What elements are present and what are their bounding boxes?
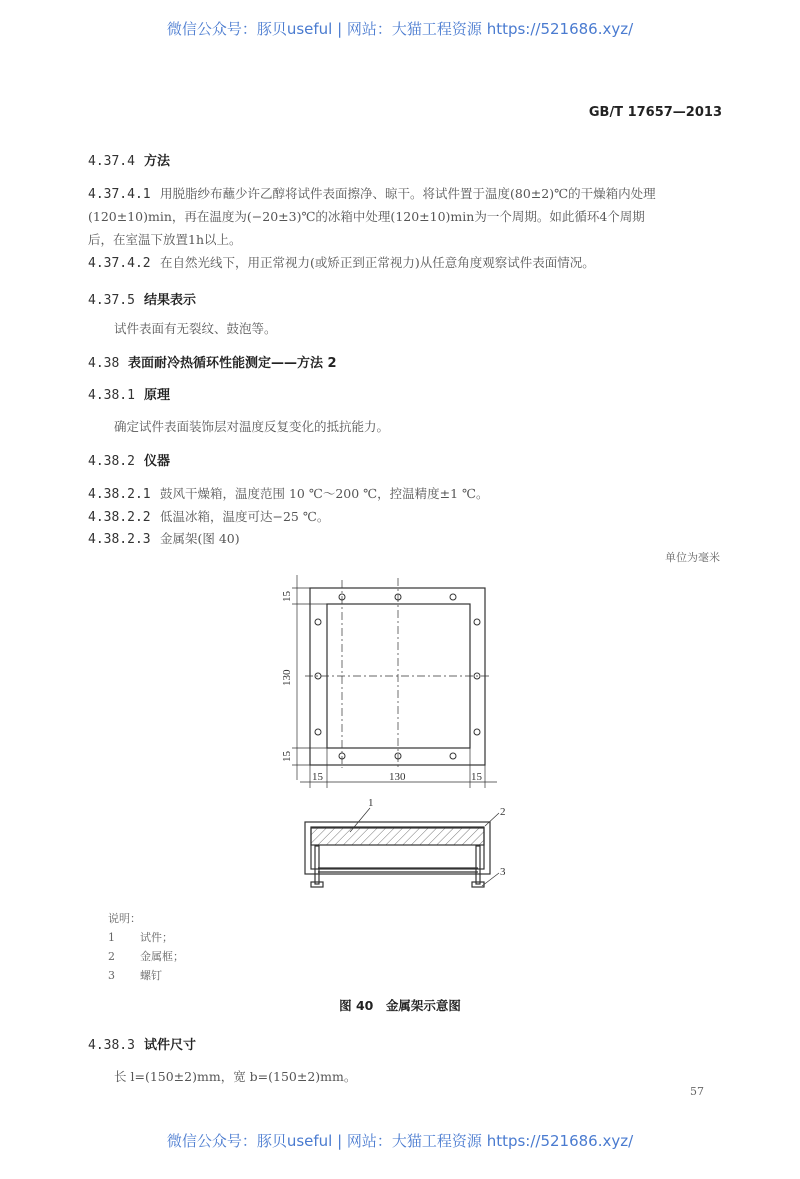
callout-1: 1 — [368, 797, 374, 809]
paragraph-text: 长 l=(150±2)mm，宽 b=(150±2)mm。 — [114, 1069, 357, 1084]
paragraph-text: 金属架(图 40) — [160, 531, 240, 546]
dim-label-130-horizontal: 130 — [389, 771, 406, 783]
paragraph-text: 鼓风干燥箱，温度范围 10 ℃～200 ℃，控温精度±1 ℃。 — [160, 486, 489, 501]
section-number: 4.37.4.2 — [88, 256, 151, 271]
paragraph-line: 后，在室温下放置1h以上。 — [88, 232, 242, 247]
section-number: 4.37.5 — [88, 293, 135, 308]
legend-text: 螺钉 — [140, 969, 162, 982]
section-number: 4.38.2.3 — [88, 532, 151, 547]
section-number: 4.38 — [88, 356, 120, 371]
page-number: 57 — [690, 1085, 704, 1098]
section-number: 4.38.2.2 — [88, 510, 151, 525]
watermark-bottom: 微信公众号：豚贝useful | 网站：大猫工程资源 https://521686.xyz/ — [166, 1132, 634, 1150]
heading-4-38-3 — [88, 1034, 196, 1053]
section-title: 表面耐冷热循环性能测定——方法 2 — [128, 356, 337, 371]
legend-number: 2 — [108, 950, 115, 963]
paragraph-line: 用脱脂纱布蘸少许乙醇将试件表面擦净、晾干。将试件置于温度(80±2)℃的干燥箱内处理 — [160, 186, 656, 201]
legend-title: 说明： — [108, 912, 141, 925]
figure-caption: 图 40 金属架示意图 — [339, 998, 461, 1013]
paragraph-line: (120±10)min，再在温度为(−20±3)℃的冰箱中处理(120±10)min为一个周期。如此循环4个周期 — [88, 209, 645, 224]
section-title: 试件尺寸 — [144, 1038, 197, 1053]
legend-number: 1 — [108, 931, 115, 944]
legend-item — [108, 967, 162, 983]
paragraph-text: 试件表面有无裂纹、鼓泡等。 — [114, 321, 277, 336]
section-number: 4.38.2 — [88, 454, 135, 469]
standard-number: GB/T 17657—2013 — [588, 105, 722, 120]
callout-3: 3 — [500, 866, 506, 878]
watermark-top: 微信公众号：豚贝useful | 网站：大猫工程资源 https://521686.xyz/ — [166, 20, 634, 38]
dim-label-130-vertical: 130 — [281, 669, 293, 686]
section-title: 原理 — [144, 388, 171, 403]
legend-item — [108, 929, 173, 945]
dim-label-15-left: 15 — [312, 771, 323, 783]
plan-view — [292, 575, 497, 788]
callout-2: 2 — [500, 806, 506, 818]
paragraph-text: 确定试件表面装饰层对温度反复变化的抵抗能力。 — [114, 419, 390, 434]
section-number: 4.38.3 — [88, 1038, 135, 1053]
section-view — [305, 808, 499, 887]
dim-label-15-top: 15 — [281, 591, 293, 602]
section-number: 4.37.4 — [88, 154, 135, 169]
section-number: 4.37.4.1 — [88, 187, 151, 202]
legend-item — [108, 948, 184, 964]
unit-note: 单位为毫米 — [665, 551, 720, 564]
paragraph-text: 在自然光线下，用正常视力(或矫正到正常视力)从任意角度观察试件表面情况。 — [160, 255, 595, 270]
legend-number: 3 — [108, 969, 115, 982]
dim-label-15-bottom: 15 — [281, 751, 293, 762]
section-number: 4.38.1 — [88, 388, 135, 403]
section-title: 方法 — [144, 154, 171, 169]
section-number: 4.38.2.1 — [88, 487, 151, 502]
paragraph-text: 低温冰箱，温度可达−25 ℃。 — [160, 509, 330, 524]
section-title: 仪器 — [144, 454, 171, 469]
dim-label-15-right: 15 — [471, 771, 482, 783]
section-title: 结果表示 — [144, 293, 197, 308]
legend-text: 金属框； — [140, 950, 184, 963]
legend-text: 试件； — [140, 931, 173, 944]
